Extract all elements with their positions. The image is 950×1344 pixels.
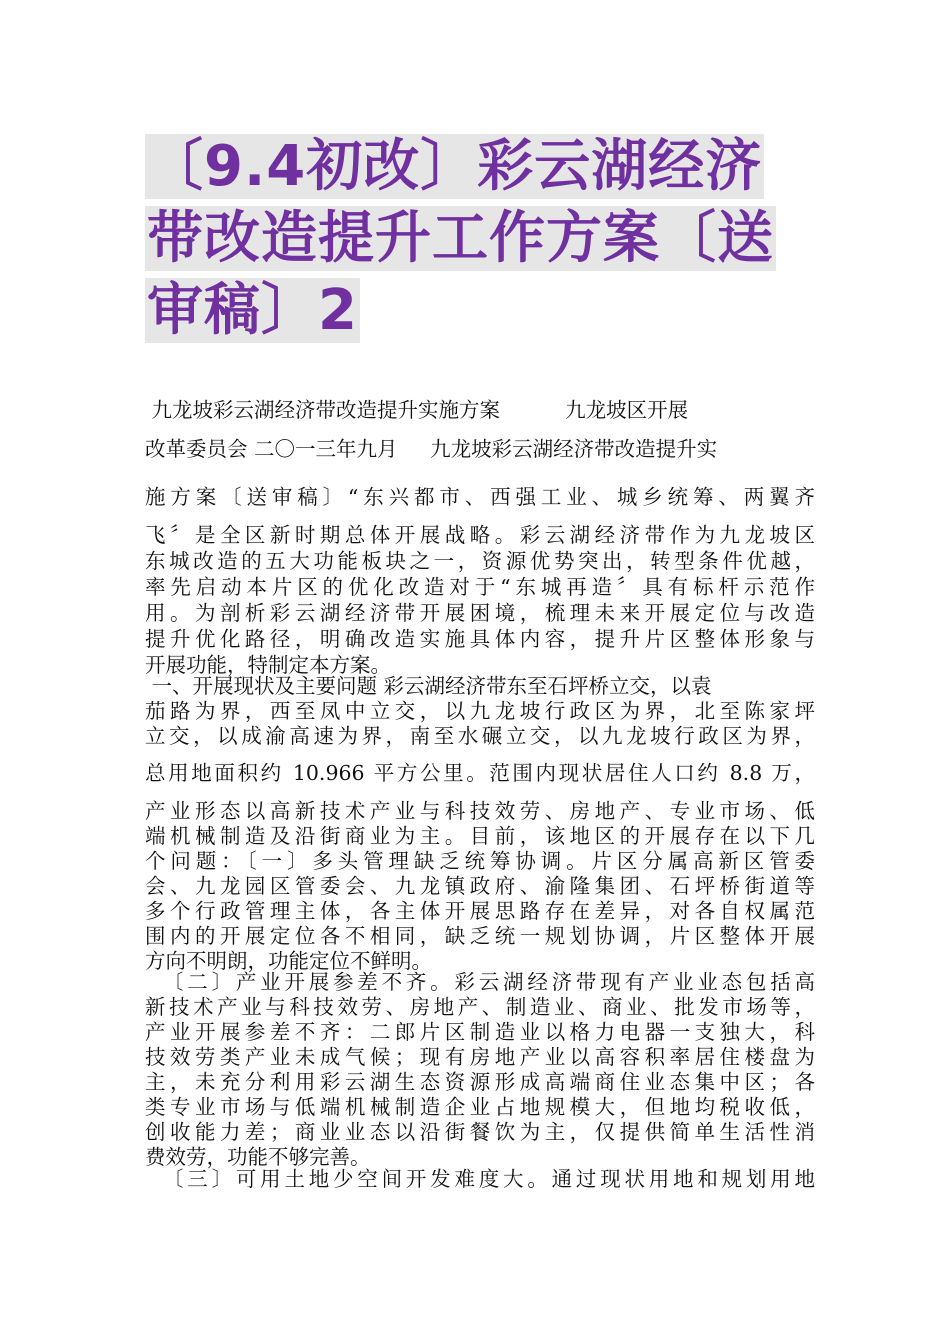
body-line: 主，未充分利用彩云湖生态资源形成高端商住业态集中区；各 — [145, 1070, 815, 1094]
body-line: 产业形态以高新技术产业与科技效劳、房地产、专业市场、低 — [145, 799, 815, 823]
body-line: 费效劳，功能不够完善。 — [145, 1145, 371, 1169]
body-line: 技效劳类产业未成气候；现有房地产业以高容积率居住楼盘为 — [145, 1045, 815, 1069]
document-title — [145, 131, 815, 347]
body-line: 多个行政管理主体，各主体开展思路存在差异，对各自权属范 — [145, 899, 815, 923]
title-line-2: 带改造提升工作方案〔送 — [147, 206, 774, 271]
body-line: 立交，以成渝高速为界，南至水碾立交，以九龙坡行政区为界， — [145, 724, 815, 748]
title-line-3: 审稿〕2 — [147, 278, 358, 343]
body-line: 改革委员会 二〇一三年九月 九龙坡彩云湖经济带改造提升实 — [145, 437, 718, 461]
body-line: 〔三〕可用土地少空间开发难度大。通过现状用地和规划用地 — [163, 1167, 815, 1191]
body-line: 九龙坡彩云湖经济带改造提升实施方案 九龙坡区开展 — [145, 398, 689, 422]
body-line: 类专业市场与低端机械制造企业占地规模大，但地均税收低， — [145, 1095, 815, 1119]
body-line: 新技术产业与科技效劳、房地产、制造业、商业、批发市场等， — [145, 995, 815, 1019]
title-line-1: 〔9.4初改〕彩云湖经济 — [147, 134, 763, 199]
body-line: 飞〞是全区新时期总体开展战略。彩云湖经济带作为九龙坡区 — [145, 523, 815, 547]
body-line: 用。为剖析彩云湖经济带开展困境，梳理未来开展定位与改造 — [145, 601, 815, 625]
body-line: 东城改造的五大功能板块之一，资源优势突出，转型条件优越， — [145, 549, 815, 573]
body-line: 开展功能，特制定本方案。 — [145, 653, 391, 677]
body-line: 方向不明朗，功能定位不鲜明。 — [145, 949, 432, 973]
body-line: 产业开展参差不齐：二郎片区制造业以格力电器一支独大，科 — [145, 1020, 815, 1044]
body-line: 总用地面积约 10.966 平方公里。范围内现状居住人口约 8.8 万， — [145, 761, 815, 785]
body-line: 提升优化路径，明确改造实施具体内容，提升片区整体形象与 — [145, 627, 815, 651]
body-line: 围内的开展定位各不相同，缺乏统一规划协调，片区整体开展 — [145, 924, 815, 948]
body-line: 一、开展现状及主要问题 彩云湖经济带东至石坪桥立交，以袁 — [145, 674, 712, 698]
body-line: 茄路为界，西至凤中立交，以九龙坡行政区为界，北至陈家坪 — [145, 699, 815, 723]
body-line: 会、九龙园区管委会、九龙镇政府、渝隆集团、石坪桥街道等 — [145, 874, 815, 898]
body-line: 率先启动本片区的优化改造对于“东城再造〞具有标杆示范作 — [145, 575, 815, 599]
body-line: 端机械制造及沿街商业为主。目前，该地区的开展存在以下几 — [145, 824, 815, 848]
body-line: 〔二〕产业开展参差不齐。彩云湖经济带现有产业业态包括高 — [163, 970, 815, 994]
body-line: 个问题：〔一〕多头管理缺乏统筹协调。片区分属高新区管委 — [145, 849, 815, 873]
body-line: 施方案〔送审稿〕“东兴都市、西强工业、城乡统筹、两翼齐 — [145, 485, 815, 509]
body-line: 创收能力差；商业业态以沿街餐饮为主，仅提供简单生活性消 — [145, 1120, 815, 1144]
